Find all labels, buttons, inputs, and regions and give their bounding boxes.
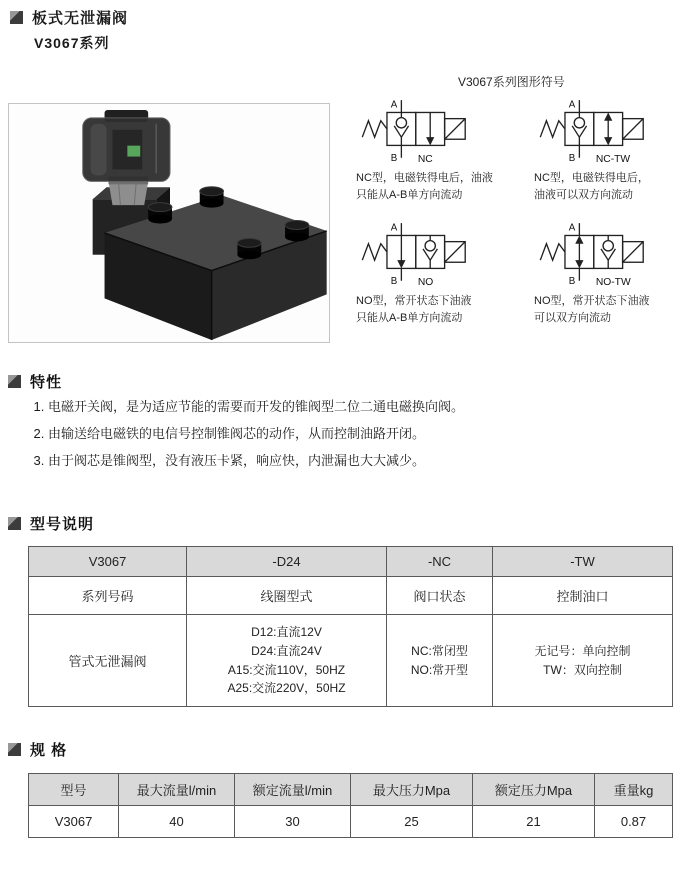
col-max-flow: 最大流量l/min xyxy=(119,774,235,806)
product-photo-frame xyxy=(8,103,330,343)
spec-table xyxy=(28,773,673,838)
symbol-caption: NO型，常开状态下油液 可以双方向流动 xyxy=(534,295,650,324)
check-valve-icon xyxy=(574,118,584,128)
spec-max-pressure: 25 xyxy=(351,806,473,838)
label-series: 系列号码 xyxy=(29,577,187,615)
col-rated-pressure: 额定压力Mpa xyxy=(473,774,595,806)
flow-arrow-icon xyxy=(426,137,434,145)
spring-icon xyxy=(362,244,387,260)
model-table-detail-row xyxy=(29,615,673,707)
model-heading-row xyxy=(8,513,94,534)
features-heading: 特性 xyxy=(30,374,63,391)
symbols-grid xyxy=(356,96,694,326)
series-title: V3067系列 xyxy=(34,35,110,51)
symbol-caption: NO型，常开状态下油液 只能从A-B单方向流动 xyxy=(356,295,472,324)
led-indicator xyxy=(127,146,140,157)
symbol-caption: NC型，电磁铁得电后，油液 只能从A-B单方向流动 xyxy=(356,172,493,201)
valve-schematic-nc-tw xyxy=(534,96,668,166)
section-square-icon xyxy=(8,375,21,388)
spring-icon xyxy=(540,121,565,137)
spring-icon xyxy=(362,121,387,137)
port-state-cell: NC:常闭型 NO:常开型 xyxy=(387,615,493,707)
feature-item: 1. 电磁开关阀，是为适应节能的需要而开发的锥阀型二位二通电磁换向阀。 xyxy=(48,396,675,415)
valve-symbol-nc-tw xyxy=(534,96,694,203)
spec-heading-row xyxy=(8,739,67,760)
features-list xyxy=(30,396,675,477)
variant-label: NC-TW xyxy=(595,153,631,165)
section-square-icon xyxy=(8,743,21,756)
spec-table-header-row xyxy=(29,774,673,806)
valve-schematic-no-tw xyxy=(534,219,668,289)
control-options-cell: 无记号：单向控制 TW：双向控制 xyxy=(493,615,673,707)
check-valve-icon xyxy=(396,118,406,128)
page-title-row xyxy=(10,7,128,28)
valve-symbol-no-tw xyxy=(534,219,694,326)
spec-heading: 规 格 xyxy=(30,742,68,759)
port-b-label: B xyxy=(568,275,576,287)
model-code-control: -TW xyxy=(493,547,673,577)
check-valve-icon xyxy=(603,241,613,251)
valve-symbol-nc xyxy=(356,96,516,203)
symbols-section-title: V3067系列图形符号 xyxy=(458,75,565,89)
col-rated-flow: 额定流量l/min xyxy=(235,774,351,806)
flow-arrow-up-icon xyxy=(604,112,612,120)
model-table-header-row xyxy=(29,547,673,577)
symbol-caption: NC型，电磁铁得电后， 油液可以双方向流动 xyxy=(534,172,649,201)
label-coil-type: 线圈型式 xyxy=(187,577,387,615)
spec-model: V3067 xyxy=(29,806,119,838)
coil-options-cell: D12:直流12V D24:直流24V A15:交流110V，50HZ A25:交流220V，50HZ xyxy=(187,615,387,707)
section-square-icon xyxy=(10,11,23,24)
variant-label: NO xyxy=(417,276,434,288)
col-weight: 重量kg xyxy=(595,774,673,806)
port-a-label: A xyxy=(390,99,398,111)
port-a-label: A xyxy=(390,222,398,234)
section-square-icon xyxy=(8,517,21,530)
check-valve-icon xyxy=(425,241,435,251)
valve-schematic-no xyxy=(356,219,490,289)
model-code-coil: -D24 xyxy=(187,547,387,577)
model-heading: 型号说明 xyxy=(30,516,95,533)
label-control-port: 控制油口 xyxy=(493,577,673,615)
flow-arrow-down-icon xyxy=(575,260,583,268)
model-code-base: V3067 xyxy=(29,547,187,577)
valve-symbol-no xyxy=(356,219,516,326)
product-photo xyxy=(9,104,329,342)
col-max-pressure: 最大压力Mpa xyxy=(351,774,473,806)
series-name-cell: 管式无泄漏阀 xyxy=(29,615,187,707)
flow-arrow-icon xyxy=(397,260,405,268)
feature-item: 3. 由于阀芯是锥阀型，没有液压卡紧，响应快，内泄漏也大大减少。 xyxy=(48,450,675,469)
spec-weight: 0.87 xyxy=(595,806,673,838)
spec-max-flow: 40 xyxy=(119,806,235,838)
flow-arrow-up-icon xyxy=(575,235,583,243)
valve-schematic-nc xyxy=(356,96,490,166)
port-b-label: B xyxy=(568,152,576,164)
model-table-label-row xyxy=(29,577,673,615)
spring-icon xyxy=(540,244,565,260)
spec-rated-flow: 30 xyxy=(235,806,351,838)
connector-cap xyxy=(83,110,170,181)
spec-table-data-row xyxy=(29,806,673,838)
flow-arrow-down-icon xyxy=(604,137,612,145)
col-model: 型号 xyxy=(29,774,119,806)
model-code-table xyxy=(28,546,673,707)
variant-label: NO-TW xyxy=(595,276,631,288)
port-a-label: A xyxy=(568,99,576,111)
feature-item: 2. 由输送给电磁铁的电信号控制锥阀芯的动作，从而控制油路开闭。 xyxy=(48,423,675,442)
spec-rated-pressure: 21 xyxy=(473,806,595,838)
model-code-state: -NC xyxy=(387,547,493,577)
port-a-label: A xyxy=(568,222,576,234)
label-port-state: 阀口状态 xyxy=(387,577,493,615)
variant-label: NC xyxy=(417,153,433,165)
features-heading-row xyxy=(8,371,62,392)
port-b-label: B xyxy=(390,152,398,164)
port-b-label: B xyxy=(390,275,398,287)
page-title: 板式无泄漏阀 xyxy=(32,10,129,27)
